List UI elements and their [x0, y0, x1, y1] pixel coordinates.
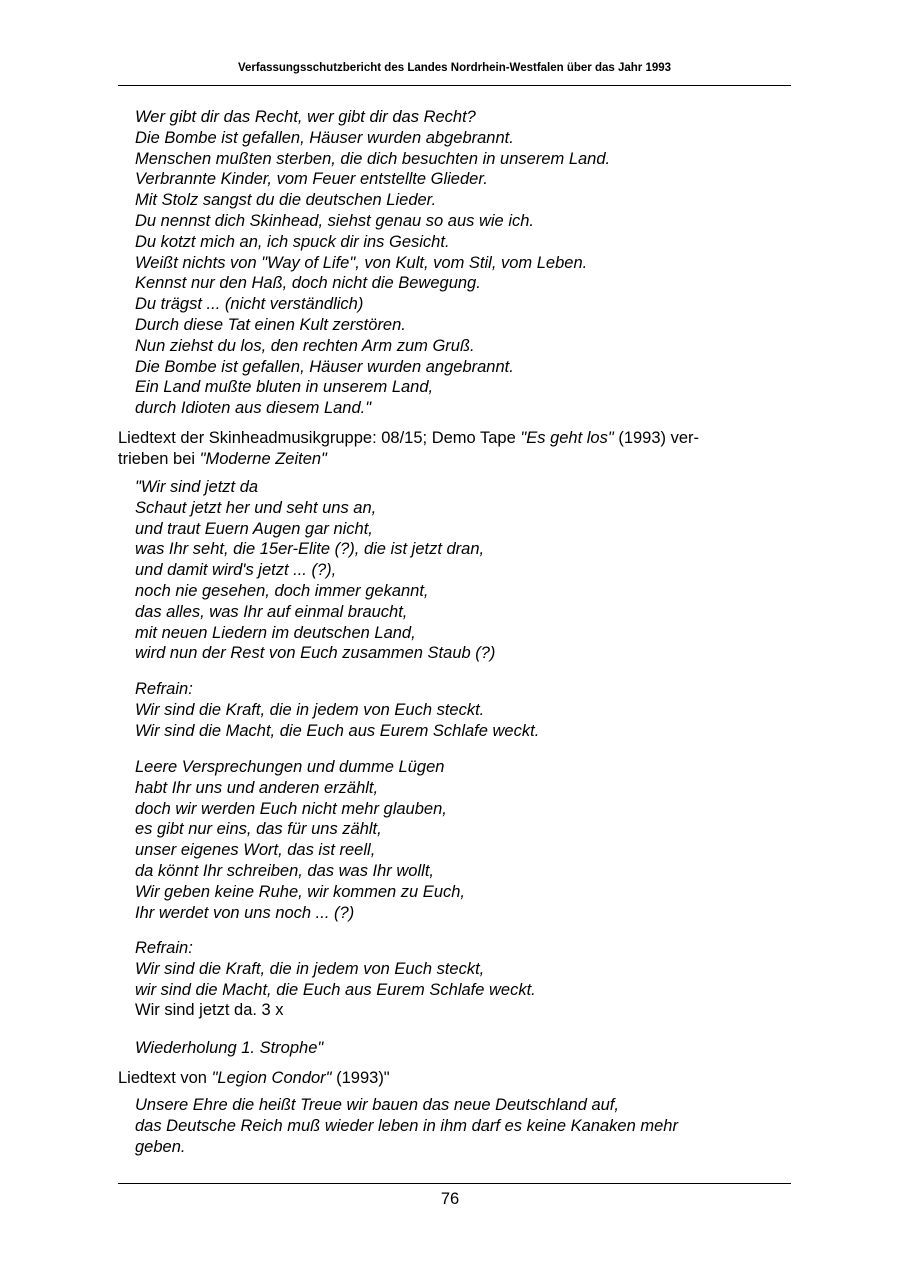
poem-line: Durch diese Tat einen Kult zerstören. [135, 315, 406, 334]
poem-line: noch nie gesehen, doch immer gekannt, [135, 581, 429, 600]
poem-line: und traut Euern Augen gar nicht, [135, 519, 373, 538]
poem-line: Mit Stolz sangst du die deutschen Lieder. [135, 191, 437, 210]
refrain-label: Refrain: [135, 680, 193, 698]
poem-1 [135, 107, 785, 419]
poem-2-refrain-1 [135, 679, 785, 741]
header-rule [118, 85, 791, 86]
poem-line: Wiederholung 1. Strophe" [135, 1039, 324, 1057]
page-number: 76 [440, 1190, 460, 1208]
poem-line: wir sind die Macht, die Euch aus Eurem Schlafe weckt. [135, 980, 536, 999]
poem-2-verse-1 [135, 477, 785, 664]
song-title: "Es geht los" [520, 429, 614, 447]
poem-line: es gibt nur eins, das für uns zählt, [135, 820, 382, 839]
poem-line: Wer gibt dir das Recht, wer gibt dir das Recht? [135, 108, 476, 126]
poem-line: doch wir werden Euch nicht mehr glauben, [135, 799, 447, 818]
poem-2-refrain-2 [135, 938, 785, 1021]
poem-line: Leere Versprechungen und dumme Lügen [135, 758, 445, 776]
caption-text: Liedtext von [118, 1069, 212, 1087]
poem-line: Verbrannte Kinder, vom Feuer entstellte Glieder. [135, 170, 488, 189]
caption-text: Liedtext der Skinheadmusikgruppe: 08/15; Demo Tape [118, 429, 521, 447]
poem-line: Menschen mußten sterben, die dich besuchten in unserem Land. [135, 149, 611, 168]
poem-line: das alles, was Ihr auf einmal braucht, [135, 602, 408, 621]
poem-line: geben. [135, 1137, 186, 1156]
poem-line: das Deutsche Reich muß wieder leben in ihm darf es keine Kanaken mehr [135, 1116, 678, 1135]
poem-line-upright: Wir sind jetzt da. 3 x [135, 1001, 284, 1020]
caption-1 [118, 428, 778, 470]
poem-line: Schaut jetzt her und seht uns an, [135, 498, 377, 517]
repeat-note [135, 1038, 785, 1059]
poem-line: "Wir sind jetzt da [135, 478, 259, 496]
poem-line: Du kotzt mich an, ich spuck dir ins Gesicht. [135, 232, 450, 251]
poem-line: und damit wird's jetzt ... (?), [135, 561, 337, 580]
poem-line: Die Bombe ist gefallen, Häuser wurden abgebrannt. [135, 128, 514, 147]
poem-line: Ihr werdet von uns noch ... (?) [135, 903, 355, 922]
poem-line: mit neuen Liedern im deutschen Land, [135, 623, 416, 642]
poem-line: Wir geben keine Ruhe, wir kommen zu Euch, [135, 882, 465, 901]
running-header: Verfassungsschutzbericht des Landes Nordrhein-Westfalen über das Jahr 1993 [237, 62, 672, 74]
caption-text: trieben bei [118, 449, 200, 468]
poem-line: Wir sind die Macht, die Euch aus Eurem Schlafe weckt. [135, 721, 540, 740]
poem-line: Weißt nichts von "Way of Life", von Kult, vom Stil, vom Leben. [135, 253, 588, 272]
poem-line: Unsere Ehre die heißt Treue wir bauen das neue Deutschland auf, [135, 1096, 619, 1114]
poem-line: was Ihr seht, die 15er-Elite (?), die ist jetzt dran, [135, 540, 485, 559]
footer-rule [118, 1183, 791, 1184]
poem-3 [135, 1095, 785, 1157]
song-title: "Legion Condor" [211, 1069, 332, 1087]
caption-text: (1993) ver- [613, 429, 700, 447]
refrain-label: Refrain: [135, 939, 193, 957]
poem-2-verse-2 [135, 757, 785, 923]
caption-2 [118, 1068, 778, 1089]
poem-line: durch Idioten aus diesem Land." [135, 399, 372, 418]
poem-line: Kennst nur den Haß, doch nicht die Bewegung. [135, 274, 481, 293]
poem-line: unser eigenes Wort, das ist reell, [135, 841, 376, 860]
poem-line: da könnt Ihr schreiben, das was Ihr wollt, [135, 861, 434, 880]
poem-line: Wir sind die Kraft, die in jedem von Euch steckt. [135, 700, 485, 719]
caption-text: (1993)" [331, 1069, 390, 1087]
poem-line: Nun ziehst du los, den rechten Arm zum Gruß. [135, 336, 475, 355]
poem-line: wird nun der Rest von Euch zusammen Staub (?) [135, 644, 496, 663]
poem-line: habt Ihr uns und anderen erzählt, [135, 778, 379, 797]
poem-line: Du nennst dich Skinhead, siehst genau so aus wie ich. [135, 211, 534, 230]
poem-line: Du trägst ... (nicht verständlich) [135, 295, 364, 314]
poem-line: Die Bombe ist gefallen, Häuser wurden angebrannt. [135, 357, 514, 376]
poem-line: Ein Land mußte bluten in unserem Land, [135, 378, 434, 397]
poem-line: Wir sind die Kraft, die in jedem von Euch steckt, [135, 959, 485, 978]
label-name: "Moderne Zeiten" [199, 449, 327, 468]
